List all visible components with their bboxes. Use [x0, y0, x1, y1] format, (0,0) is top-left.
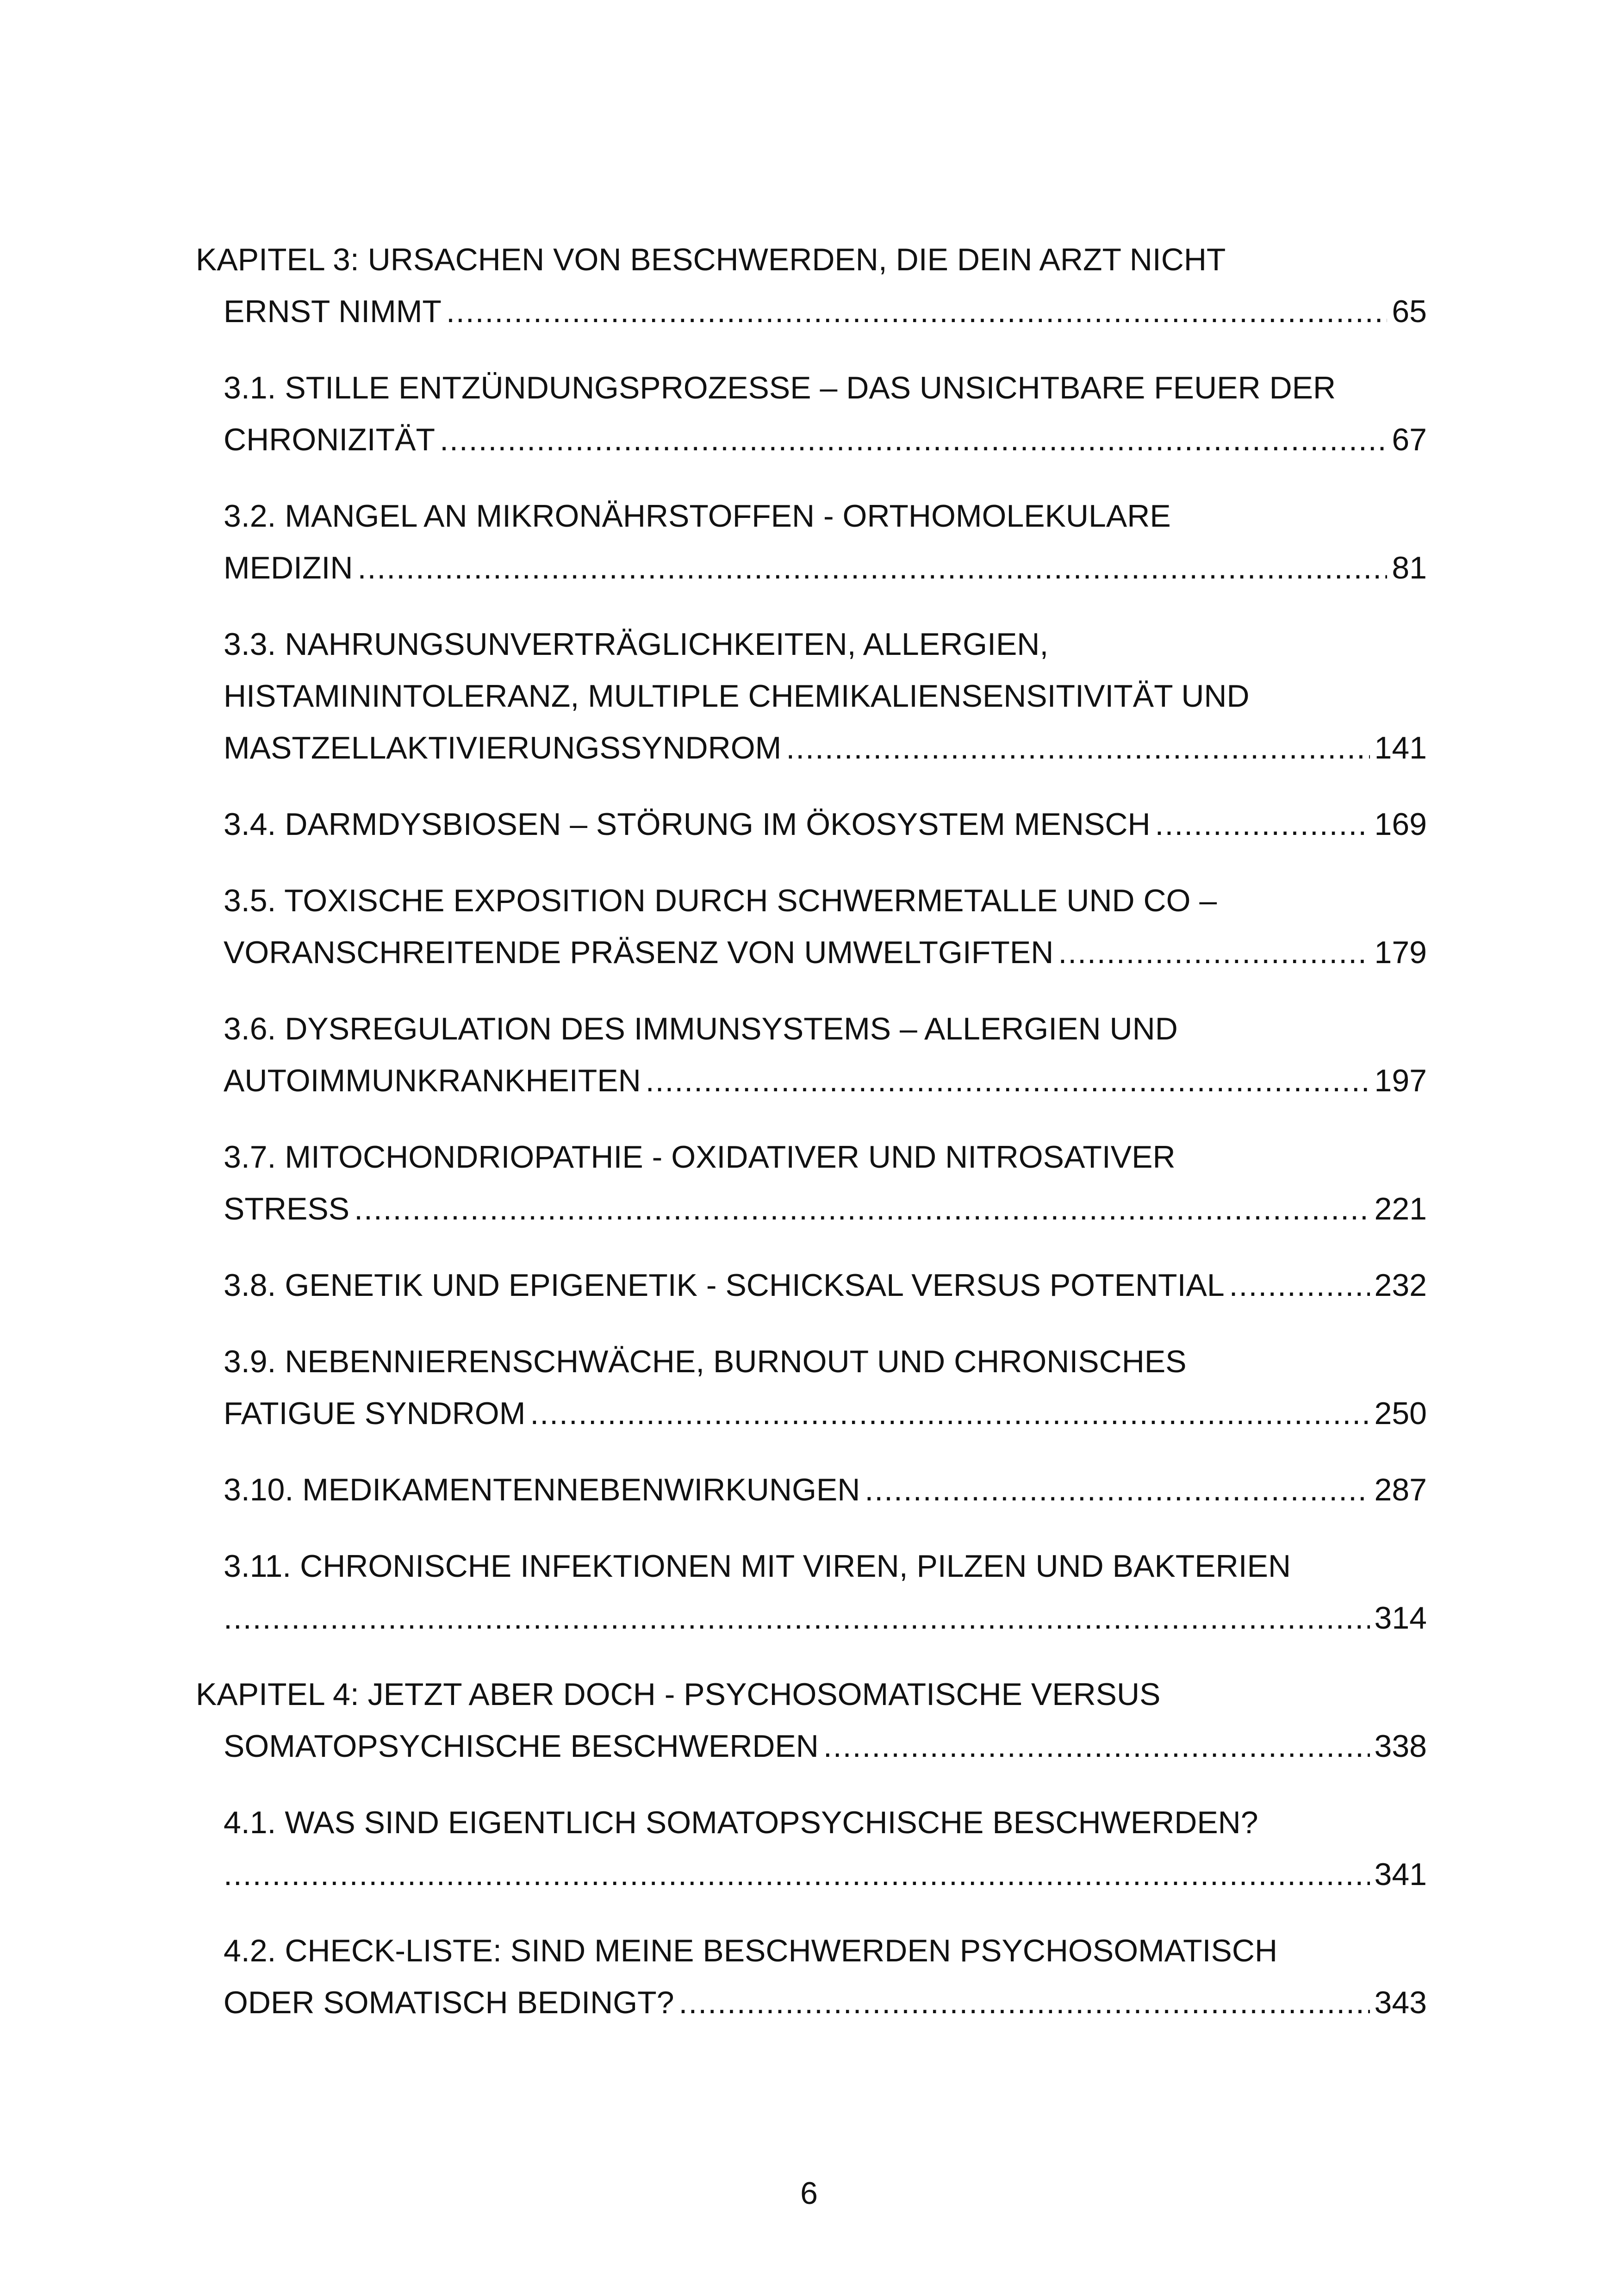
- toc-section-entry[interactable]: [196, 1003, 1427, 1107]
- toc-entry-title: HISTAMININTOLERANZ, MULTIPLE CHEMIKALIENSENSITIVITÄT UND: [224, 678, 1250, 714]
- toc-entry-title: ERNST NIMMT: [224, 294, 442, 329]
- toc-entry-title: 3.4. DARMDYSBIOSEN – STÖRUNG IM ÖKOSYSTEM MENSCH: [224, 807, 1151, 842]
- toc-entry-line: [224, 1003, 1427, 1055]
- toc-page-number: 67: [1392, 422, 1427, 457]
- toc-section-entry[interactable]: [196, 1925, 1427, 2028]
- dot-leader: [1155, 798, 1370, 850]
- toc-page-number: 197: [1374, 1063, 1427, 1098]
- toc-entry-title: 3.5. TOXISCHE EXPOSITION DURCH SCHWERMETALLE UND CO –: [224, 883, 1217, 918]
- toc-entry-title: KAPITEL 4: JETZT ABER DOCH - PSYCHOSOMATISCHE VERSUS: [196, 1677, 1161, 1712]
- toc-entry-title: 3.7. MITOCHONDRIOPATHIE - OXIDATIVER UND NITROSATIVER: [224, 1139, 1176, 1175]
- toc-section-entry[interactable]: [196, 1131, 1427, 1235]
- toc-page-number: 81: [1392, 550, 1427, 585]
- toc-section-entry[interactable]: [196, 490, 1427, 594]
- toc-entry-line: [224, 1464, 1427, 1516]
- toc-section-entry[interactable]: [196, 1540, 1427, 1644]
- toc-page-number: 179: [1374, 935, 1427, 970]
- toc-page-number: 338: [1374, 1729, 1427, 1764]
- dot-leader: [358, 542, 1388, 594]
- toc-entry-title: VORANSCHREITENDE PRÄSENZ VON UMWELTGIFTEN: [224, 935, 1054, 970]
- toc-section-entry[interactable]: [196, 798, 1427, 850]
- toc-entry-line: [224, 542, 1427, 594]
- toc-entry-line: [224, 1797, 1427, 1848]
- dot-leader: [823, 1720, 1370, 1772]
- toc-page-number: 287: [1374, 1472, 1427, 1507]
- toc-entry-line: [224, 618, 1427, 670]
- toc-entry-title: FATIGUE SYNDROM: [224, 1396, 526, 1431]
- toc-entry-line: [224, 1336, 1427, 1388]
- dot-leader: [440, 414, 1387, 466]
- table-of-contents: [196, 234, 1427, 2053]
- toc-entry-line: [224, 1259, 1427, 1311]
- toc-entry-line: [224, 1388, 1427, 1439]
- dot-leader: [679, 1977, 1370, 2028]
- toc-section-entry[interactable]: [196, 1259, 1427, 1311]
- toc-page-number: 341: [1374, 1857, 1427, 1892]
- page-number: 6: [800, 2176, 818, 2211]
- toc-chapter-entry[interactable]: [196, 1668, 1427, 1772]
- toc-entry-line: [224, 927, 1427, 978]
- toc-page-number: 314: [1374, 1600, 1427, 1636]
- toc-entry-line: [196, 1668, 1427, 1720]
- toc-entry-line: [224, 1592, 1427, 1644]
- dot-leader: [446, 286, 1387, 337]
- toc-page-number: 232: [1374, 1268, 1427, 1303]
- toc-chapter-entry[interactable]: [196, 234, 1427, 337]
- toc-entry-line: [224, 1848, 1427, 1900]
- toc-section-entry[interactable]: [196, 618, 1427, 774]
- dot-leader: [1058, 927, 1369, 978]
- toc-entry-line: [224, 670, 1427, 722]
- toc-entry-title: 3.1. STILLE ENTZÜNDUNGSPROZESSE – DAS UNSICHTBARE FEUER DER: [224, 370, 1336, 405]
- toc-entry-line: [196, 234, 1427, 286]
- toc-entry-line: [224, 1925, 1427, 1977]
- toc-entry-title: SOMATOPSYCHISCHE BESCHWERDEN: [224, 1729, 819, 1764]
- toc-entry-title: 3.10. MEDIKAMENTENNEBENWIRKUNGEN: [224, 1472, 860, 1507]
- dot-leader: [530, 1388, 1369, 1439]
- toc-entry-title: 4.2. CHECK-LISTE: SIND MEINE BESCHWERDEN PSYCHOSOMATISCH: [224, 1933, 1278, 1968]
- dot-leader: [354, 1183, 1369, 1235]
- toc-section-entry[interactable]: [196, 1336, 1427, 1439]
- toc-entry-line: [224, 722, 1427, 774]
- toc-page-number: 169: [1374, 807, 1427, 842]
- toc-entry-line: [224, 798, 1427, 850]
- toc-entry-line: [196, 286, 1427, 337]
- toc-section-entry[interactable]: [196, 1797, 1427, 1900]
- toc-entry-title: CHRONIZITÄT: [224, 422, 436, 457]
- toc-entry-line: [224, 1183, 1427, 1235]
- toc-entry-title: 3.2. MANGEL AN MIKRONÄHRSTOFFEN - ORTHOMOLEKULARE: [224, 498, 1171, 534]
- toc-entry-title: 4.1. WAS SIND EIGENTLICH SOMATOPSYCHISCHE BESCHWERDEN?: [224, 1805, 1258, 1840]
- toc-entry-title: 3.9. NEBENNIERENSCHWÄCHE, BURNOUT UND CHRONISCHES: [224, 1344, 1187, 1379]
- toc-entry-title: 3.11. CHRONISCHE INFEKTIONEN MIT VIREN, PILZEN UND BAKTERIEN: [224, 1549, 1291, 1584]
- dot-leader: [646, 1055, 1370, 1107]
- toc-entry-line: [224, 1055, 1427, 1107]
- toc-page-number: 141: [1374, 730, 1427, 765]
- toc-page-number: 221: [1374, 1191, 1427, 1226]
- toc-entry-line: [224, 1540, 1427, 1592]
- toc-entry-line: [224, 1977, 1427, 2028]
- toc-entry-line: [224, 362, 1427, 414]
- toc-entry-title: 3.3. NAHRUNGSUNVERTRÄGLICHKEITEN, ALLERGIEN,: [224, 627, 1049, 662]
- toc-entry-line: [224, 875, 1427, 927]
- toc-section-entry[interactable]: [196, 1464, 1427, 1516]
- toc-entry-line: [224, 1131, 1427, 1183]
- dot-leader: [224, 1592, 1370, 1644]
- dot-leader: [224, 1848, 1370, 1900]
- toc-entry-title: AUTOIMMUNKRANKHEITEN: [224, 1063, 641, 1098]
- toc-section-entry[interactable]: [196, 875, 1427, 978]
- toc-page-number: 250: [1374, 1396, 1427, 1431]
- toc-entry-line: [196, 1720, 1427, 1772]
- dot-leader: [1229, 1259, 1370, 1311]
- toc-entry-title: KAPITEL 3: URSACHEN VON BESCHWERDEN, DIE DEIN ARZT NICHT: [196, 242, 1226, 277]
- toc-entry-title: STRESS: [224, 1191, 350, 1226]
- toc-entry-line: [224, 414, 1427, 466]
- toc-entry-title: MASTZELLAKTIVIERUNGSSYNDROM: [224, 730, 782, 765]
- toc-entry-line: [224, 490, 1427, 542]
- toc-entry-title: MEDIZIN: [224, 550, 353, 585]
- toc-entry-title: 3.8. GENETIK UND EPIGENETIK - SCHICKSAL VERSUS POTENTIAL: [224, 1268, 1225, 1303]
- toc-entry-title: ODER SOMATISCH BEDINGT?: [224, 1985, 674, 2020]
- dot-leader: [786, 722, 1369, 774]
- toc-section-entry[interactable]: [196, 362, 1427, 466]
- toc-entry-title: 3.6. DYSREGULATION DES IMMUNSYSTEMS – ALLERGIEN UND: [224, 1011, 1178, 1046]
- dot-leader: [865, 1464, 1369, 1516]
- toc-page-number: 65: [1392, 294, 1427, 329]
- toc-page-number: 343: [1374, 1985, 1427, 2020]
